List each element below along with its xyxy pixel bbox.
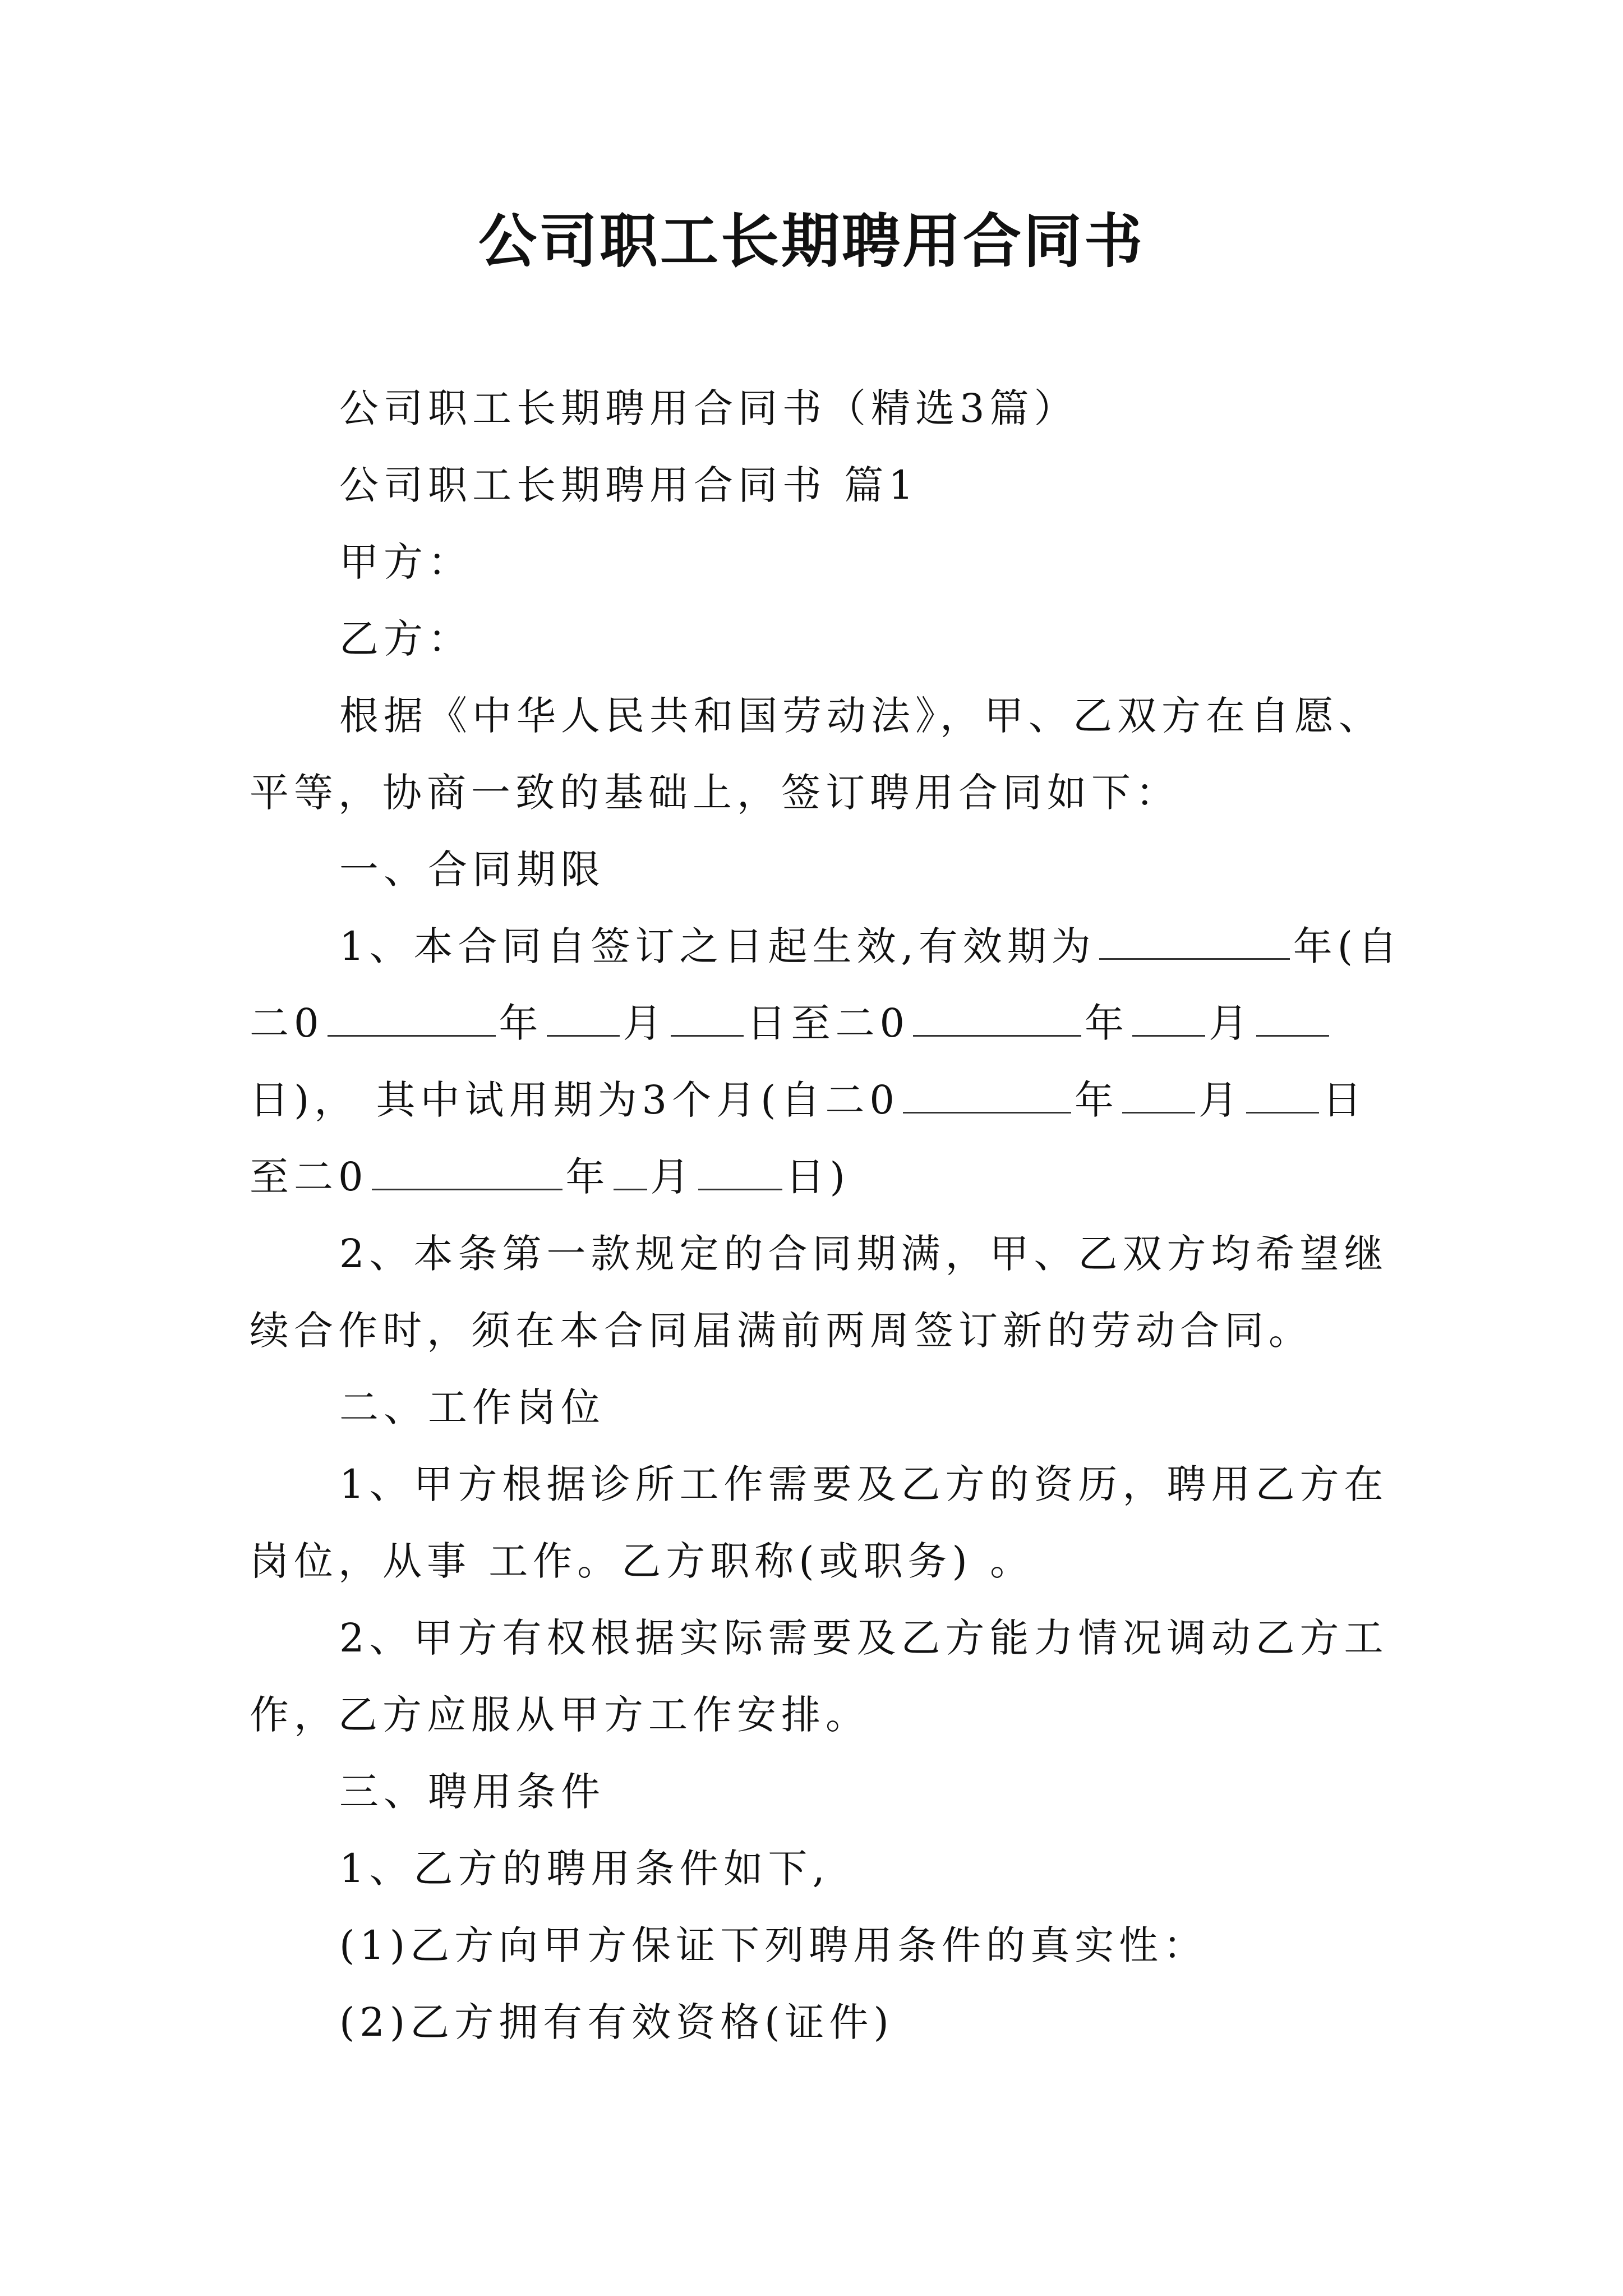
adjust-line-1: 2、甲方有权根据实际需要及乙方能力情况调动乙方工 bbox=[339, 1615, 1389, 1661]
blank-end-day bbox=[1256, 1000, 1329, 1037]
renew-line-2: 续合作时，须在本合同届满前两周签订新的劳动合同。 bbox=[250, 1308, 1313, 1354]
term-line-1 bbox=[250, 908, 1403, 985]
term-text-3a: 日)， 其中试用期为3个月(自二0 bbox=[250, 1077, 900, 1123]
preamble-line-2: 平等，协商一致的基础上，签订聘用合同如下： bbox=[250, 770, 1180, 816]
blank-trial-start-month bbox=[1122, 1077, 1195, 1114]
section-title: 公司职工长期聘用合同书 篇1 bbox=[339, 462, 919, 508]
conditions-line-1: 1、乙方的聘用条件如下, bbox=[339, 1846, 830, 1892]
document-body bbox=[250, 370, 1403, 2061]
renew-line-1: 2、本条第一款规定的合同期满，甲、乙双方均希望继 bbox=[339, 1231, 1389, 1277]
document-title: 公司职工长期聘用合同书 bbox=[478, 206, 1145, 275]
intro-title: 公司职工长期聘用合同书（精选3篇） bbox=[339, 385, 1078, 431]
term-text-3d: 日 bbox=[1322, 1077, 1367, 1123]
preamble-line-1: 根据《中华人民共和国劳动法》，甲、乙双方在自愿、 bbox=[339, 693, 1383, 739]
blank-trial-start-day bbox=[1246, 1077, 1319, 1114]
post-line-1: 1、甲方根据诊所工作需要及乙方的资历，聘用乙方在 bbox=[339, 1461, 1389, 1507]
blank-trial-start-year bbox=[903, 1077, 1071, 1114]
party-a-line: 甲方： bbox=[339, 539, 472, 585]
post-line-2: 岗位，从事 工作。乙方职称(或职务) 。 bbox=[250, 1538, 1035, 1584]
term-text-2c: 月 bbox=[623, 1000, 667, 1046]
heading-post: 二、工作岗位 bbox=[339, 1384, 605, 1430]
term-line-4 bbox=[250, 1139, 1391, 1216]
blank-end-year bbox=[913, 1000, 1081, 1037]
term-text-4a: 至二0 bbox=[250, 1154, 368, 1200]
conditions-line-2: (1)乙方向甲方保证下列聘用条件的真实性： bbox=[339, 1922, 1208, 1968]
party-b-line: 乙方： bbox=[339, 616, 472, 662]
term-text-1a: 1、本合同自签订之日起生效,有效期为 bbox=[339, 923, 1096, 969]
blank-trial-end-year bbox=[372, 1154, 562, 1190]
term-text-4c: 月 bbox=[650, 1154, 695, 1200]
term-text-2d: 日至二0 bbox=[746, 1000, 910, 1046]
term-text-1b: 年(自 bbox=[1293, 923, 1403, 969]
blank-start-month bbox=[547, 1000, 620, 1037]
blank-trial-end-day bbox=[698, 1154, 782, 1190]
term-line-3 bbox=[250, 1062, 1391, 1139]
blank-start-day bbox=[671, 1000, 744, 1037]
heading-term: 一、合同期限 bbox=[339, 846, 605, 892]
term-line-2 bbox=[250, 985, 1391, 1062]
heading-conditions: 三、聘用条件 bbox=[339, 1769, 605, 1815]
term-text-3b: 年 bbox=[1074, 1077, 1119, 1123]
term-text-4b: 年 bbox=[565, 1154, 610, 1200]
blank-start-year bbox=[328, 1000, 496, 1037]
adjust-line-2: 作，乙方应服从甲方工作安排。 bbox=[250, 1692, 870, 1738]
term-text-2a: 二0 bbox=[250, 1000, 324, 1046]
term-text-4d: 日) bbox=[785, 1154, 850, 1200]
term-text-2f: 月 bbox=[1209, 1000, 1253, 1046]
term-text-2e: 年 bbox=[1085, 1000, 1129, 1046]
blank-trial-end-month bbox=[614, 1154, 647, 1190]
blank-years bbox=[1099, 923, 1290, 960]
blank-end-month bbox=[1132, 1000, 1205, 1037]
conditions-line-3: (2)乙方拥有有效资格(证件) bbox=[339, 1999, 894, 2045]
term-text-2b: 年 bbox=[499, 1000, 543, 1046]
term-text-3c: 月 bbox=[1198, 1077, 1243, 1123]
